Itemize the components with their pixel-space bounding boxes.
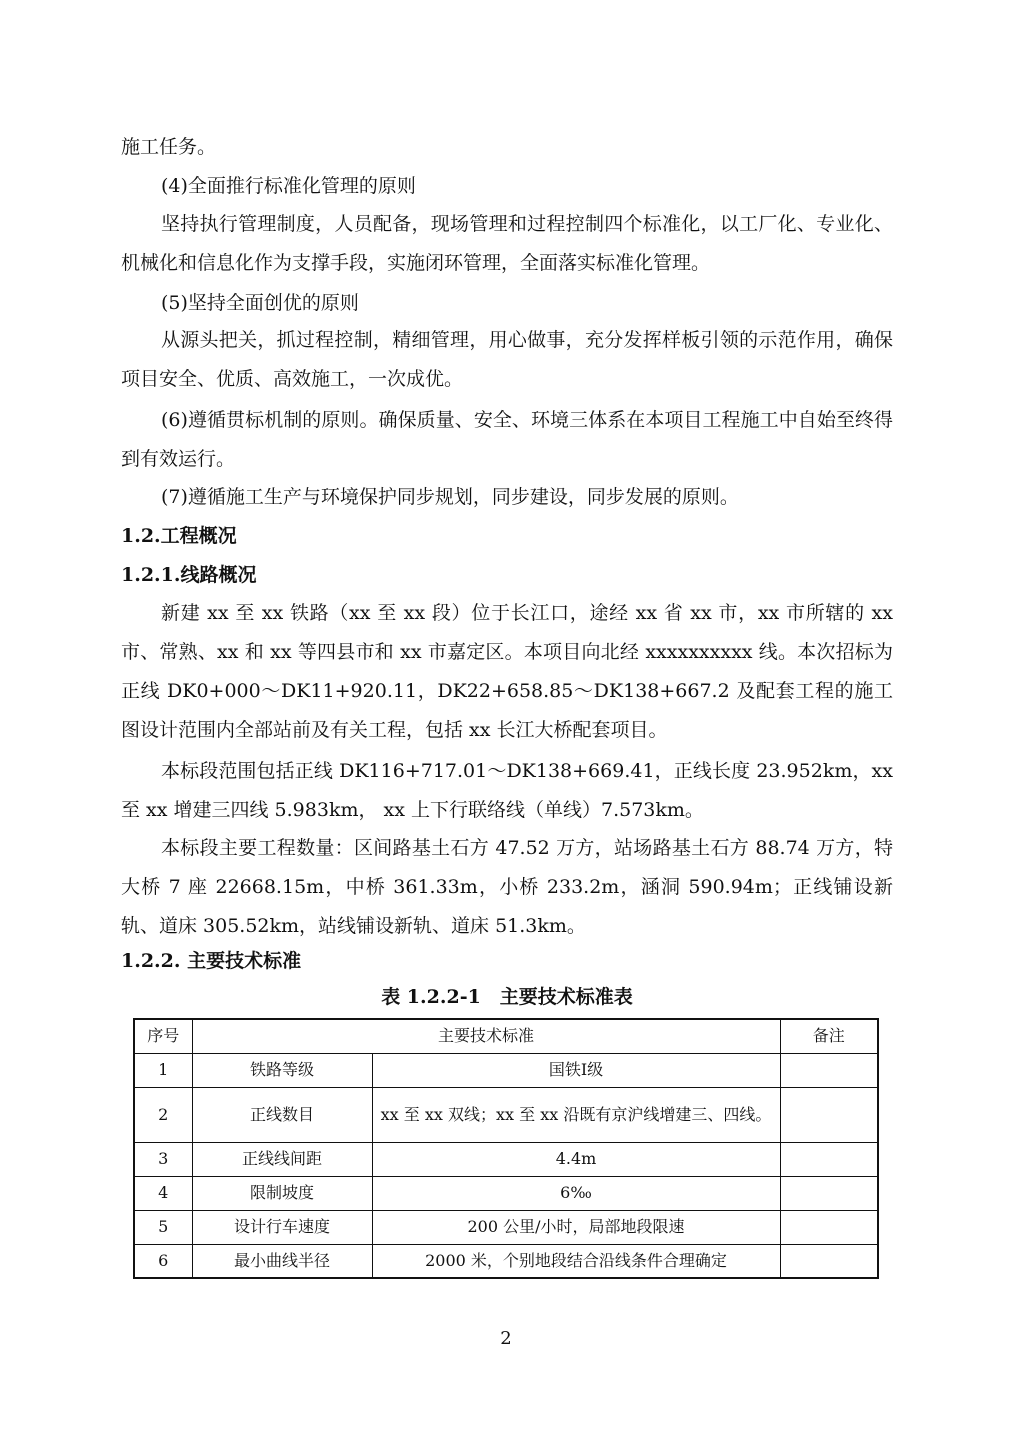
cell-note: [780, 1176, 878, 1210]
table-row: [134, 1244, 878, 1278]
header-cell: 主要技术标准: [192, 1019, 780, 1053]
cell-item: 最小曲线半径: [192, 1244, 372, 1278]
cell-value: 4.4m: [372, 1142, 780, 1176]
cell-item: 设计行车速度: [192, 1210, 372, 1244]
table-row: [134, 1053, 878, 1087]
paragraph: 施工任务。: [121, 136, 217, 158]
paragraph: 新建 xx 至 xx 铁路（xx 至 xx 段）位于长江口，途经 xx 省 xx 市，xx 市所辖的 xx 市、常熟、xx 和 xx 等四县市和 xx 市嘉定区。本项目向北经 xxxxxxxxxx 线。本次招标为正线 DK0+000～DK11+920.11，DK22+658.85～DK138+667.2 及配套工程的施工图设计范围内全部站前及有关工程，包括 xx 长江大桥配套项目。: [121, 602, 893, 741]
table-row: [134, 1210, 878, 1244]
table-row: [134, 1087, 878, 1142]
cell-value: 国铁Ⅰ级: [372, 1053, 780, 1087]
cell-value: xx 至 xx 双线；xx 至 xx 沿既有京沪线增建三、四线。: [372, 1087, 780, 1142]
paragraph: 从源头把关，抓过程控制，精细管理，用心做事，充分发挥样板引领的示范作用，确保项目安全、优质、高效施工，一次成优。: [121, 329, 893, 390]
section-heading: 1.2.工程概况: [121, 525, 237, 547]
section-heading: 1.2.2. 主要技术标准: [121, 950, 302, 972]
paragraph: (6)遵循贯标机制的原则。确保质量、安全、环境三体系在本项目工程施工中自始至终得到有效运行。: [121, 409, 893, 470]
cell-item: 限制坡度: [192, 1176, 372, 1210]
cell-item: 铁路等级: [192, 1053, 372, 1087]
cell-no: 6: [134, 1244, 192, 1278]
table-header-row: [134, 1019, 878, 1053]
tech-standards-table: [133, 1018, 879, 1279]
paragraph: (5)坚持全面创优的原则: [161, 292, 359, 314]
cell-item: 正线线间距: [192, 1142, 372, 1176]
cell-value: 200 公里/小时，局部地段限速: [372, 1210, 780, 1244]
paragraph: 本标段范围包括正线 DK116+717.01～DK138+669.41，正线长度 23.952km，xx 至 xx 增建三四线 5.983km， xx 上下行联络线（单线）7.573km。: [121, 760, 893, 821]
paragraph: (4)全面推行标准化管理的原则: [161, 175, 416, 197]
header-cell: 序号: [134, 1019, 192, 1053]
cell-item: 正线数目: [192, 1087, 372, 1142]
cell-note: [780, 1210, 878, 1244]
cell-note: [780, 1087, 878, 1142]
section-heading: 1.2.1.线路概况: [121, 564, 257, 586]
table-row: [134, 1142, 878, 1176]
cell-note: [780, 1244, 878, 1278]
cell-note: [780, 1142, 878, 1176]
cell-no: 4: [134, 1176, 192, 1210]
cell-no: 1: [134, 1053, 192, 1087]
cell-value: 2000 米，个别地段结合沿线条件合理确定: [372, 1244, 780, 1278]
cell-no: 3: [134, 1142, 192, 1176]
cell-note: [780, 1053, 878, 1087]
table-caption: 表 1.2.2-1 主要技术标准表: [381, 986, 633, 1008]
paragraph: 坚持执行管理制度，人员配备，现场管理和过程控制四个标准化，以工厂化、专业化、机械化和信息化作为支撑手段，实施闭环管理，全面落实标准化管理。: [121, 213, 893, 274]
paragraph: 本标段主要工程数量：区间路基土石方 47.52 万方，站场路基土石方 88.74 万方，特大桥 7 座 22668.15m，中桥 361.33m，小桥 233.2m，涵洞 590.94m；正线铺设新轨、道床 305.52km，站线铺设新轨、道床 51.3km。: [121, 837, 893, 937]
cell-value: 6‰: [372, 1176, 780, 1210]
paragraph: (7)遵循施工生产与环境保护同步规划，同步建设，同步发展的原则。: [161, 486, 739, 508]
table-row: [134, 1176, 878, 1210]
cell-no: 5: [134, 1210, 192, 1244]
page-number: 2: [500, 1328, 512, 1349]
cell-no: 2: [134, 1087, 192, 1142]
header-cell: 备注: [780, 1019, 878, 1053]
